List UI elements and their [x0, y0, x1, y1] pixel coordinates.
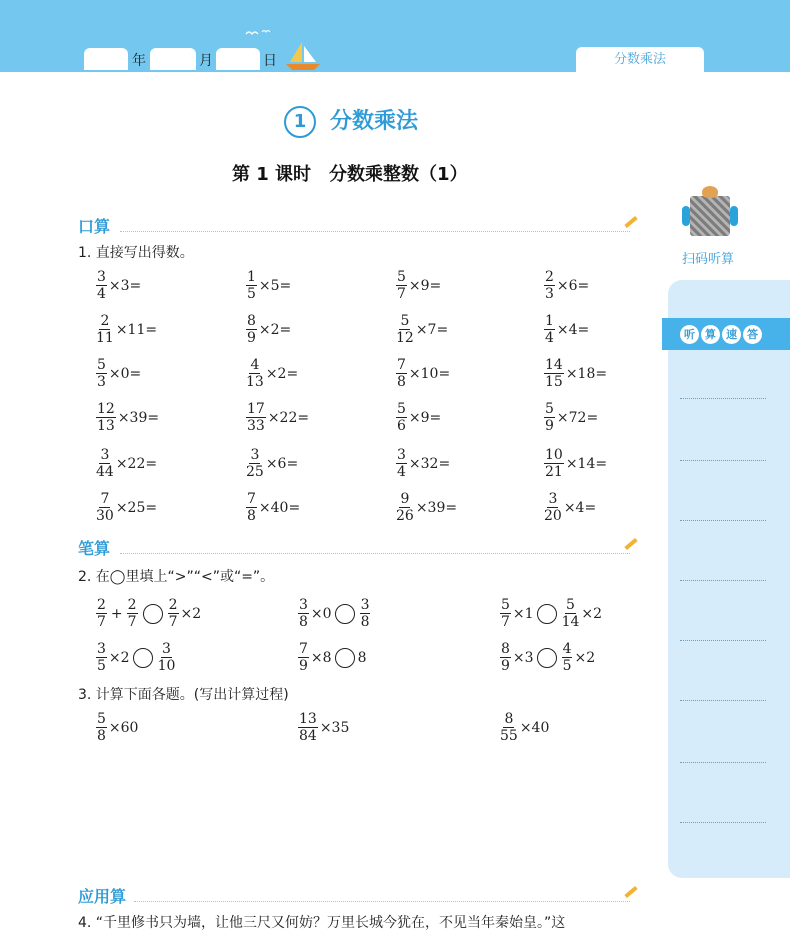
- oral-item: $\frac{2}{11}$ ×11=: [96, 313, 158, 346]
- section-written-heading: 笔算: [78, 539, 111, 558]
- birds-icon: [244, 28, 274, 38]
- section-applied-heading: 应用算: [78, 887, 127, 906]
- headphone-left-icon: [682, 206, 690, 226]
- oral-item: $\frac{17}{33}$ ×22=: [247, 401, 310, 434]
- oral-item: $\frac{1}{4}$ ×4=: [545, 313, 590, 346]
- compare-item: $\frac{8}{9}$ ×3 $\frac{4}{5}$ ×2: [501, 641, 596, 674]
- unit-title: [284, 104, 418, 138]
- tab-char: 答: [743, 325, 762, 344]
- qr-label: 扫码听算: [682, 252, 735, 267]
- qr-code[interactable]: [682, 190, 738, 238]
- oral-item: $\frac{5}{3}$ ×0=: [97, 357, 142, 390]
- oral-item: $\frac{5}{7}$ ×9=: [397, 269, 442, 302]
- question-1-text: 1. 直接写出得数。: [78, 245, 194, 261]
- answer-circle[interactable]: [133, 648, 153, 668]
- compare-item: $\frac{3}{8}$ ×0 $\frac{3}{8}$: [299, 597, 370, 630]
- answer-line[interactable]: [680, 398, 766, 399]
- compare-item: $\frac{7}{9}$ ×8 8: [299, 641, 367, 674]
- headphone-right-icon: [730, 206, 738, 226]
- answer-line[interactable]: [680, 762, 766, 763]
- topic-tab[interactable]: 分数乘法: [574, 45, 706, 72]
- day-label: 日: [263, 53, 277, 69]
- section-oral-heading: 口算: [78, 217, 111, 236]
- oral-item: $\frac{3}{4}$ ×3=: [97, 269, 142, 302]
- sailboat-icon: [284, 38, 324, 72]
- answer-circle[interactable]: [537, 648, 557, 668]
- lesson-title: 第 1 课时 分数乘整数（1）: [232, 164, 468, 185]
- pencil-icon: [624, 538, 637, 550]
- oral-item: $\frac{3}{44}$ ×22=: [96, 447, 158, 480]
- compare-item: $\frac{3}{5}$ ×2 $\frac{3}{10}$: [97, 641, 176, 674]
- compare-item: $\frac{2}{7}$ + $\frac{2}{7}$ $\frac{2}{7}$ ×2: [97, 597, 202, 630]
- day-field[interactable]: [216, 48, 260, 70]
- answer-circle[interactable]: [335, 604, 355, 624]
- tab-char: 听: [680, 325, 699, 344]
- pencil-icon: [624, 216, 637, 228]
- section-divider: [120, 553, 630, 554]
- question-2-text: 2. 在◯里填上“>”“<”或“=”。: [78, 569, 275, 585]
- month-label: 月: [199, 53, 213, 69]
- section-divider: [120, 231, 630, 232]
- answer-circle[interactable]: [537, 604, 557, 624]
- answer-circle[interactable]: [143, 604, 163, 624]
- oral-item: $\frac{3}{25}$ ×6=: [246, 447, 299, 480]
- oral-item: $\frac{14}{15}$ ×18=: [545, 357, 608, 390]
- answer-line[interactable]: [680, 580, 766, 581]
- listen-answer-tab[interactable]: [662, 318, 790, 350]
- pencil-icon: [624, 886, 637, 898]
- calc-item: $\frac{5}{8}$ ×60: [97, 711, 139, 744]
- oral-item: $\frac{5}{9}$ ×72=: [545, 401, 599, 434]
- oral-item: $\frac{7}{8}$ ×40=: [247, 491, 301, 524]
- calc-item: $\frac{13}{84}$ ×35: [299, 711, 350, 744]
- oral-item: $\frac{8}{9}$ ×2=: [247, 313, 292, 346]
- answer-line[interactable]: [680, 520, 766, 521]
- compare-item: $\frac{5}{7}$ ×1 $\frac{5}{14}$ ×2: [501, 597, 603, 630]
- oral-item: $\frac{12}{13}$ ×39=: [97, 401, 160, 434]
- oral-item: $\frac{5}{6}$ ×9=: [397, 401, 442, 434]
- question-3-text: 3. 计算下面各题。(写出计算过程): [78, 687, 289, 703]
- calc-item: $\frac{8}{55}$ ×40: [500, 711, 550, 744]
- section-divider: [134, 901, 630, 902]
- tab-char: 速: [722, 325, 741, 344]
- oral-item: $\frac{3}{4}$ ×32=: [397, 447, 451, 480]
- oral-item: $\frac{2}{3}$ ×6=: [545, 269, 590, 302]
- oral-item: $\frac{4}{13}$ ×2=: [246, 357, 299, 390]
- oral-item: $\frac{5}{12}$ ×7=: [396, 313, 449, 346]
- oral-item: $\frac{10}{21}$ ×14=: [545, 447, 608, 480]
- unit-number: 1: [284, 106, 316, 138]
- question-4-text: 4. “千里修书只为墙，让他三尺又何妨？万里长城今犹在，不见当年秦始皇。”这: [78, 915, 566, 931]
- oral-item: $\frac{9}{26}$ ×39=: [396, 491, 458, 524]
- answer-line[interactable]: [680, 460, 766, 461]
- oral-item: $\frac{1}{5}$ ×5=: [247, 269, 292, 302]
- answer-line[interactable]: [680, 700, 766, 701]
- qr-code-image: [690, 196, 730, 236]
- answer-side-panel: [668, 280, 790, 878]
- bird-icon: [702, 186, 718, 198]
- answer-line[interactable]: [680, 640, 766, 641]
- year-label: 年: [132, 53, 146, 69]
- answer-line[interactable]: [680, 822, 766, 823]
- year-field[interactable]: [84, 48, 128, 70]
- tab-char: 算: [701, 325, 720, 344]
- oral-item: $\frac{7}{8}$ ×10=: [397, 357, 451, 390]
- answer-circle[interactable]: [335, 648, 355, 668]
- month-field[interactable]: [150, 48, 196, 70]
- oral-item: $\frac{7}{30}$ ×25=: [96, 491, 158, 524]
- oral-item: $\frac{3}{20}$ ×4=: [544, 491, 597, 524]
- unit-title-text: 分数乘法: [330, 109, 419, 134]
